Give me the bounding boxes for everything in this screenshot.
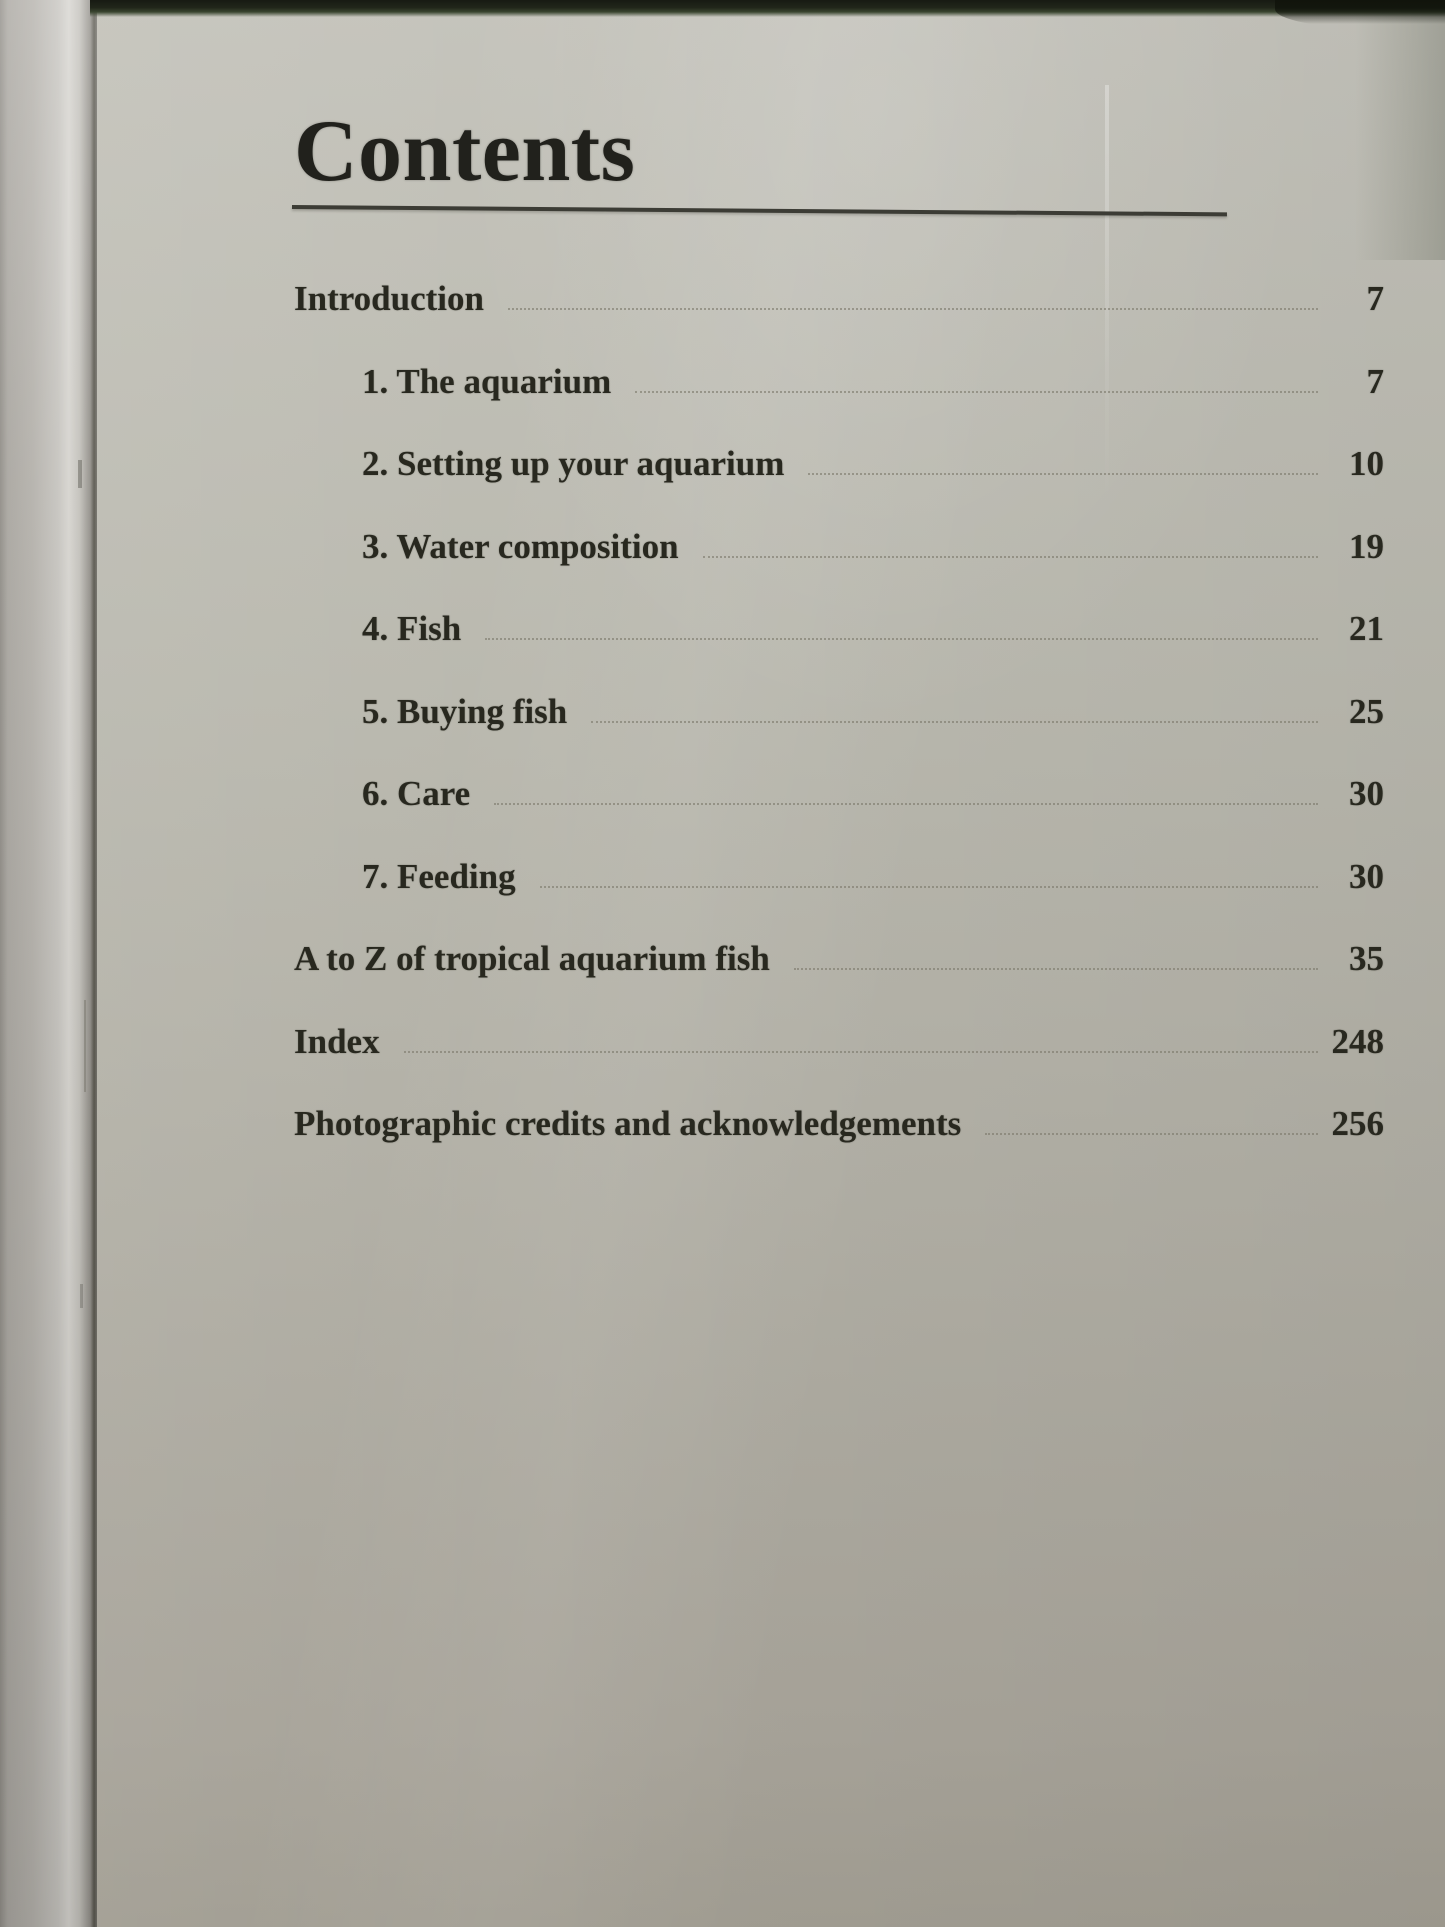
corner-shadow (1355, 0, 1445, 260)
toc-entry-label: A to Z of tropical aquarium fish (294, 939, 770, 978)
toc-entry-label: 6. Care (362, 774, 471, 813)
toc-entry-page: 7 (1366, 361, 1384, 401)
book-top-edge (90, 0, 1445, 17)
toc-entry-page: 35 (1349, 939, 1384, 978)
toc-entry-page: 19 (1349, 526, 1384, 566)
toc-entry-label: 5. Buying fish (362, 691, 568, 731)
toc-entry-label: 4. Fish (362, 609, 462, 648)
toc-leader-line (508, 302, 1318, 310)
toc-entry-label: 3. Water composition (362, 526, 679, 566)
toc-entry-label: Index (294, 1021, 380, 1061)
toc-entry (294, 918, 1384, 1001)
toc-entry (294, 836, 1384, 919)
binding-mark (78, 460, 82, 488)
contents-page (97, 0, 1445, 1927)
toc-leader-line (494, 797, 1318, 805)
toc-leader-line (540, 880, 1318, 888)
toc-entry (294, 1083, 1384, 1166)
toc-entry (294, 1001, 1384, 1084)
binding-mark (84, 1000, 86, 1092)
toc-leader-line (404, 1045, 1318, 1053)
toc-entry (294, 258, 1384, 341)
toc-entry-page: 7 (1366, 279, 1384, 318)
toc-entry (294, 423, 1384, 506)
binding-mark (80, 1284, 83, 1308)
toc-leader-line (591, 715, 1318, 723)
toc-entry (294, 671, 1384, 754)
toc-leader-line (635, 385, 1318, 393)
toc-entry-label: 1. The aquarium (362, 361, 612, 401)
toc-list (294, 258, 1384, 1166)
toc-leader-line (485, 632, 1318, 640)
toc-leader-line (703, 550, 1318, 558)
toc-entry (294, 588, 1384, 671)
toc-entry (294, 753, 1384, 836)
toc-entry-page: 30 (1349, 856, 1384, 896)
toc-entry (294, 506, 1384, 589)
page-title: Contents (294, 103, 636, 200)
toc-leader-line (808, 467, 1318, 475)
toc-entry-page: 25 (1349, 691, 1384, 731)
toc-leader-line (794, 962, 1318, 970)
title-rule (292, 205, 1227, 216)
toc-entry (294, 341, 1384, 424)
toc-entry-label: Introduction (294, 279, 484, 318)
toc-entry-page: 21 (1349, 609, 1384, 648)
toc-entry-page: 248 (1331, 1021, 1384, 1061)
toc-entry-page: 10 (1349, 444, 1384, 483)
toc-entry-page: 30 (1349, 774, 1384, 813)
toc-entry-label: Photographic credits and acknowledgements (294, 1104, 962, 1143)
toc-entry-label: 2. Setting up your aquarium (362, 444, 785, 483)
toc-entry-page: 256 (1331, 1104, 1384, 1143)
toc-leader-line (985, 1127, 1318, 1135)
toc-entry-label: 7. Feeding (362, 856, 516, 896)
book-binding-edge (0, 0, 97, 1927)
